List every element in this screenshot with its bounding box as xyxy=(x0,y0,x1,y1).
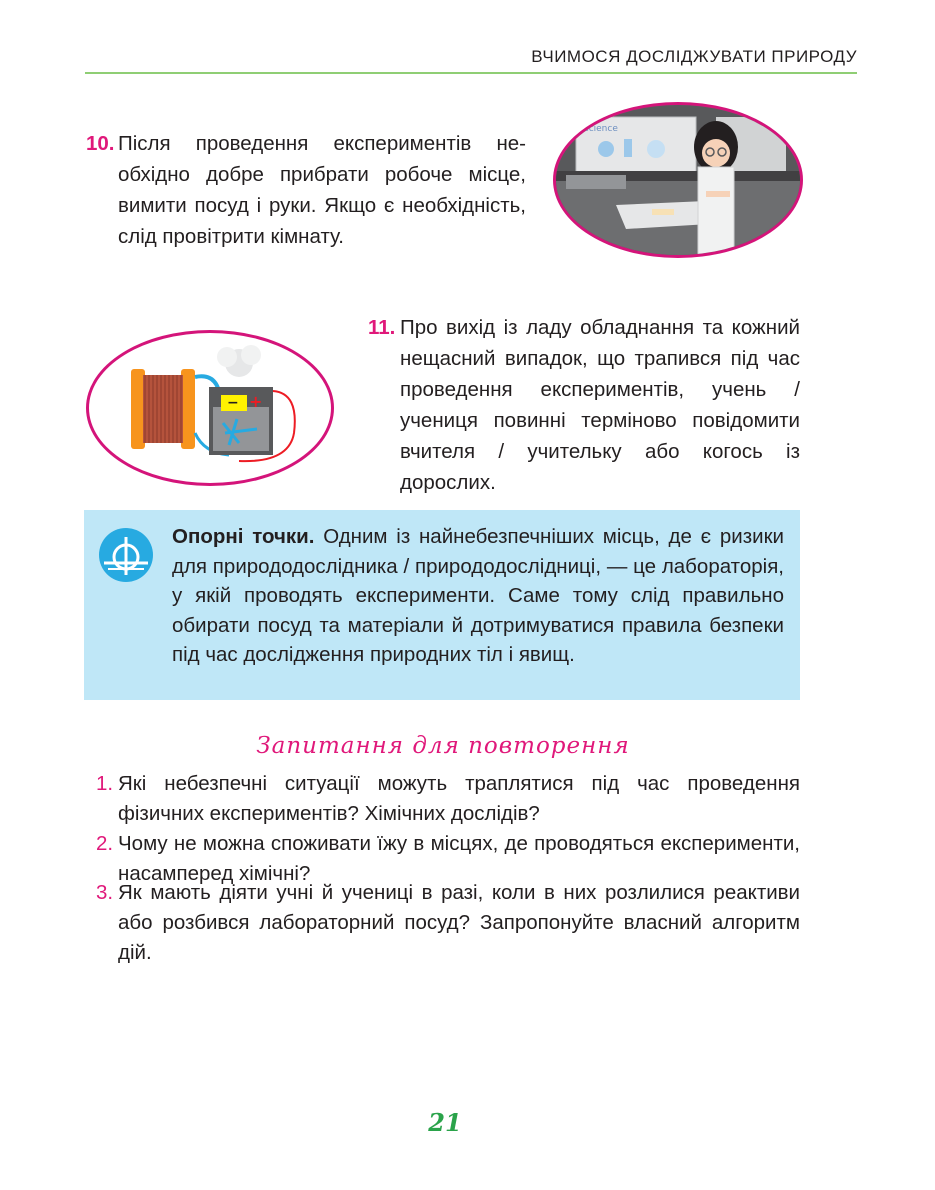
coil-battery-illustration xyxy=(86,330,334,486)
list-item-11 xyxy=(368,312,800,498)
battery-minus-label: − xyxy=(227,395,239,411)
key-points-text xyxy=(172,522,784,670)
page-number: 21 xyxy=(428,1108,462,1137)
list-item-10 xyxy=(86,128,526,252)
question-text: Як мають діяти учні й учениці в разі, коли в них розлилися реактиви або розбився лабораторний посуд? Запропонуйте власний алгоритм дій. xyxy=(118,881,800,964)
review-question xyxy=(96,769,800,829)
scientist-lab-image xyxy=(556,105,800,255)
review-question xyxy=(96,878,800,968)
coil-battery-image xyxy=(89,333,331,483)
board-text: science xyxy=(584,124,618,134)
battery-plus-label: + xyxy=(249,392,263,411)
item-text: Після проведення експериментів необхідно добре прибрати робоче місце, вимити посуд і руки. Якщо є необхідність, слід провітрити кімнату. xyxy=(118,132,526,248)
review-section-title: Запитання для повторення xyxy=(256,733,630,759)
header-title: ВЧИМОСЯ ДОСЛІДЖУВАТИ ПРИРОДУ xyxy=(531,47,857,66)
question-text: Чому не можна споживати їжу в місцях, де проводяться експерименти, насамперед хімічні? xyxy=(118,832,800,885)
header-divider xyxy=(85,72,857,74)
key-points-body: Одним із найнебезпечніших місць, де є ризики для природодослідника / природодослідниці, — це лабораторія, у якій проводять експерименти. Саме тому слід правильно обирати посуд та матеріали й дотримуватися правила безпеки під час дослідження природних тіл і явищ. xyxy=(172,525,784,666)
question-text: Які небезпечні ситуації можуть траплятися під час проведення фізичних експериментів? Хімічних дослідів? xyxy=(118,772,800,825)
question-number: 2. xyxy=(96,832,114,855)
item-text: Про вихід із ладу обладнання та кожний нещасний випадок, що трапився під час проведення експериментів, учень / учениця повинні терміново повідомити вчителя / учительку або когось із дорослих. xyxy=(400,316,800,494)
item-number: 11. xyxy=(368,316,396,339)
question-number: 3. xyxy=(96,881,114,904)
key-points-label: Опорні точки. xyxy=(172,525,315,548)
item-number: 10. xyxy=(86,132,115,155)
crosshair-icon xyxy=(98,527,154,583)
page-header xyxy=(0,0,935,80)
question-number: 1. xyxy=(96,772,114,795)
lab-illustration xyxy=(553,102,803,258)
